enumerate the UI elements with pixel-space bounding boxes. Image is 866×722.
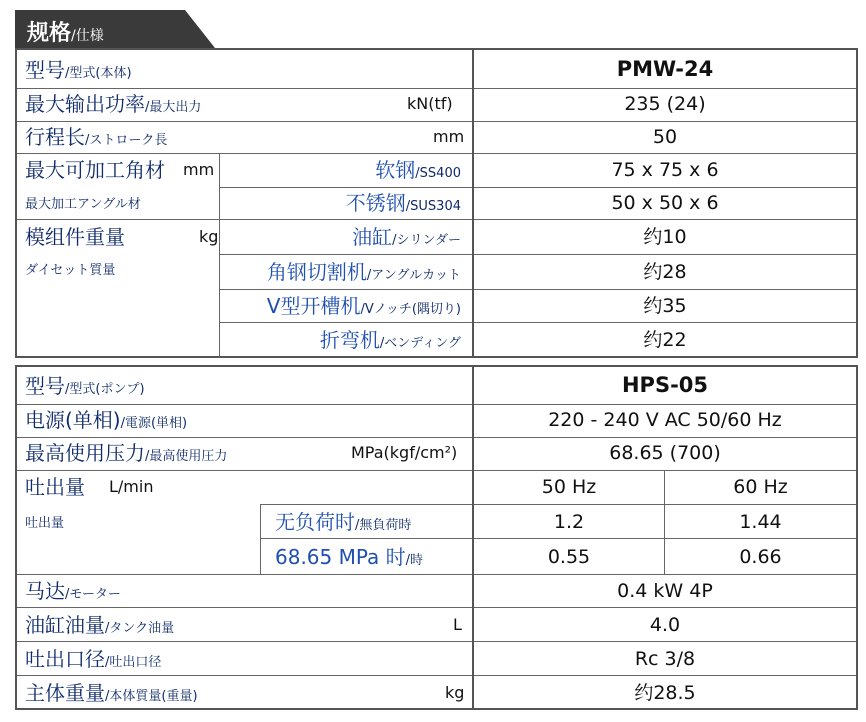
max-angle-label: 最大可加工角材 (25, 158, 165, 182)
module-weight-label: 模组件重量 (25, 225, 125, 249)
output-row-rated-label: 68.65 MPa 时/時 (275, 545, 424, 569)
motor-value: 0.4 kW 4P (617, 580, 713, 602)
output-row-rated-50: 0.55 (547, 546, 591, 568)
output-label: 吐出量 (25, 475, 85, 499)
output-row-rated-60: 0.66 (739, 546, 782, 568)
pump-model-value: HPS-05 (621, 373, 709, 397)
section-tab (15, 10, 215, 48)
tank-label: 油缸油量/タンク油量 (25, 613, 175, 637)
die-row-v-notch-value: 约35 (643, 295, 687, 317)
title-sub: /仕様 (71, 28, 104, 44)
die-row-bending-label: 折弯机/ベンディング (319, 328, 461, 352)
output-col-50hz: 50 Hz (541, 476, 597, 498)
press-force-value: 235 (24) (624, 93, 706, 115)
pump-weight-label: 主体重量/本体質量(重量) (25, 681, 198, 705)
pump-model-label: 型号/型式(ポンプ) (25, 374, 145, 398)
angle-row-stainless-label: 不锈钢/SUS304 (345, 191, 461, 215)
die-row-angle-cut-value: 约28 (643, 261, 687, 283)
press-spec-table (15, 48, 858, 358)
output-unit: L/min (109, 477, 154, 496)
output-row-no-load-60: 1.44 (739, 511, 782, 533)
die-row-v-notch-label: V型开槽机/Vノッチ(隅切り) (266, 294, 461, 318)
motor-label: 马达/モーター (25, 579, 121, 603)
pump-weight-unit: kg (445, 683, 465, 702)
output-sub: 吐出量 (25, 516, 65, 531)
output-col-60hz: 60 Hz (733, 476, 788, 498)
die-row-angle-cut-label: 角钢切割机/アングルカット (266, 260, 461, 284)
section-title (27, 16, 104, 47)
press-stroke-unit: mm (433, 127, 465, 146)
pump-pressure-label: 最高使用压力/最高使用圧力 (25, 441, 228, 465)
pump-weight-value: 约28.5 (634, 682, 696, 704)
die-row-cylinder-value: 约10 (643, 226, 687, 248)
pump-spec-table (15, 365, 858, 710)
press-stroke-label: 行程长/ストローク長 (25, 125, 168, 149)
max-angle-sub: 最大加工アングル材 (25, 197, 141, 212)
output-row-no-load-50: 1.2 (553, 511, 585, 533)
angle-row-stainless-value: 50 x 50 x 6 (611, 192, 719, 214)
module-weight-sub: ダイセット質量 (25, 263, 116, 278)
press-model-label: 型号/型式(本体) (25, 58, 132, 82)
pump-power-label: 电源(单相)/電源(単相) (25, 408, 188, 432)
pump-pressure-unit: MPa(kgf/cm²) (351, 443, 458, 462)
pump-power-value: 220 - 240 V AC 50/60 Hz (548, 409, 782, 431)
max-angle-unit: mm (183, 160, 215, 179)
pump-pressure-value: 68.65 (700) (609, 442, 721, 464)
press-force-unit: kN(tf) (407, 94, 453, 113)
die-row-cylinder-label: 油缸/シリンダー (352, 225, 461, 249)
angle-row-mild-steel-value: 75 x 75 x 6 (611, 159, 719, 181)
angle-row-mild-steel-label: 软钢/SS400 (375, 158, 461, 182)
press-model-value: PMW-24 (616, 57, 714, 81)
die-row-bending-value: 约22 (643, 329, 687, 351)
press-force-label: 最大输出功率/最大出力 (25, 92, 202, 116)
port-label: 吐出口径/吐出口径 (25, 647, 162, 671)
tank-value: 4.0 (649, 614, 681, 636)
press-stroke-value: 50 (652, 126, 678, 148)
port-value: Rc 3/8 (634, 648, 696, 670)
output-row-no-load-label: 无负荷时/無負荷時 (275, 510, 412, 534)
module-weight-unit: kg (199, 227, 219, 246)
title-main: 规格 (27, 21, 72, 46)
tank-unit: L (453, 615, 462, 634)
